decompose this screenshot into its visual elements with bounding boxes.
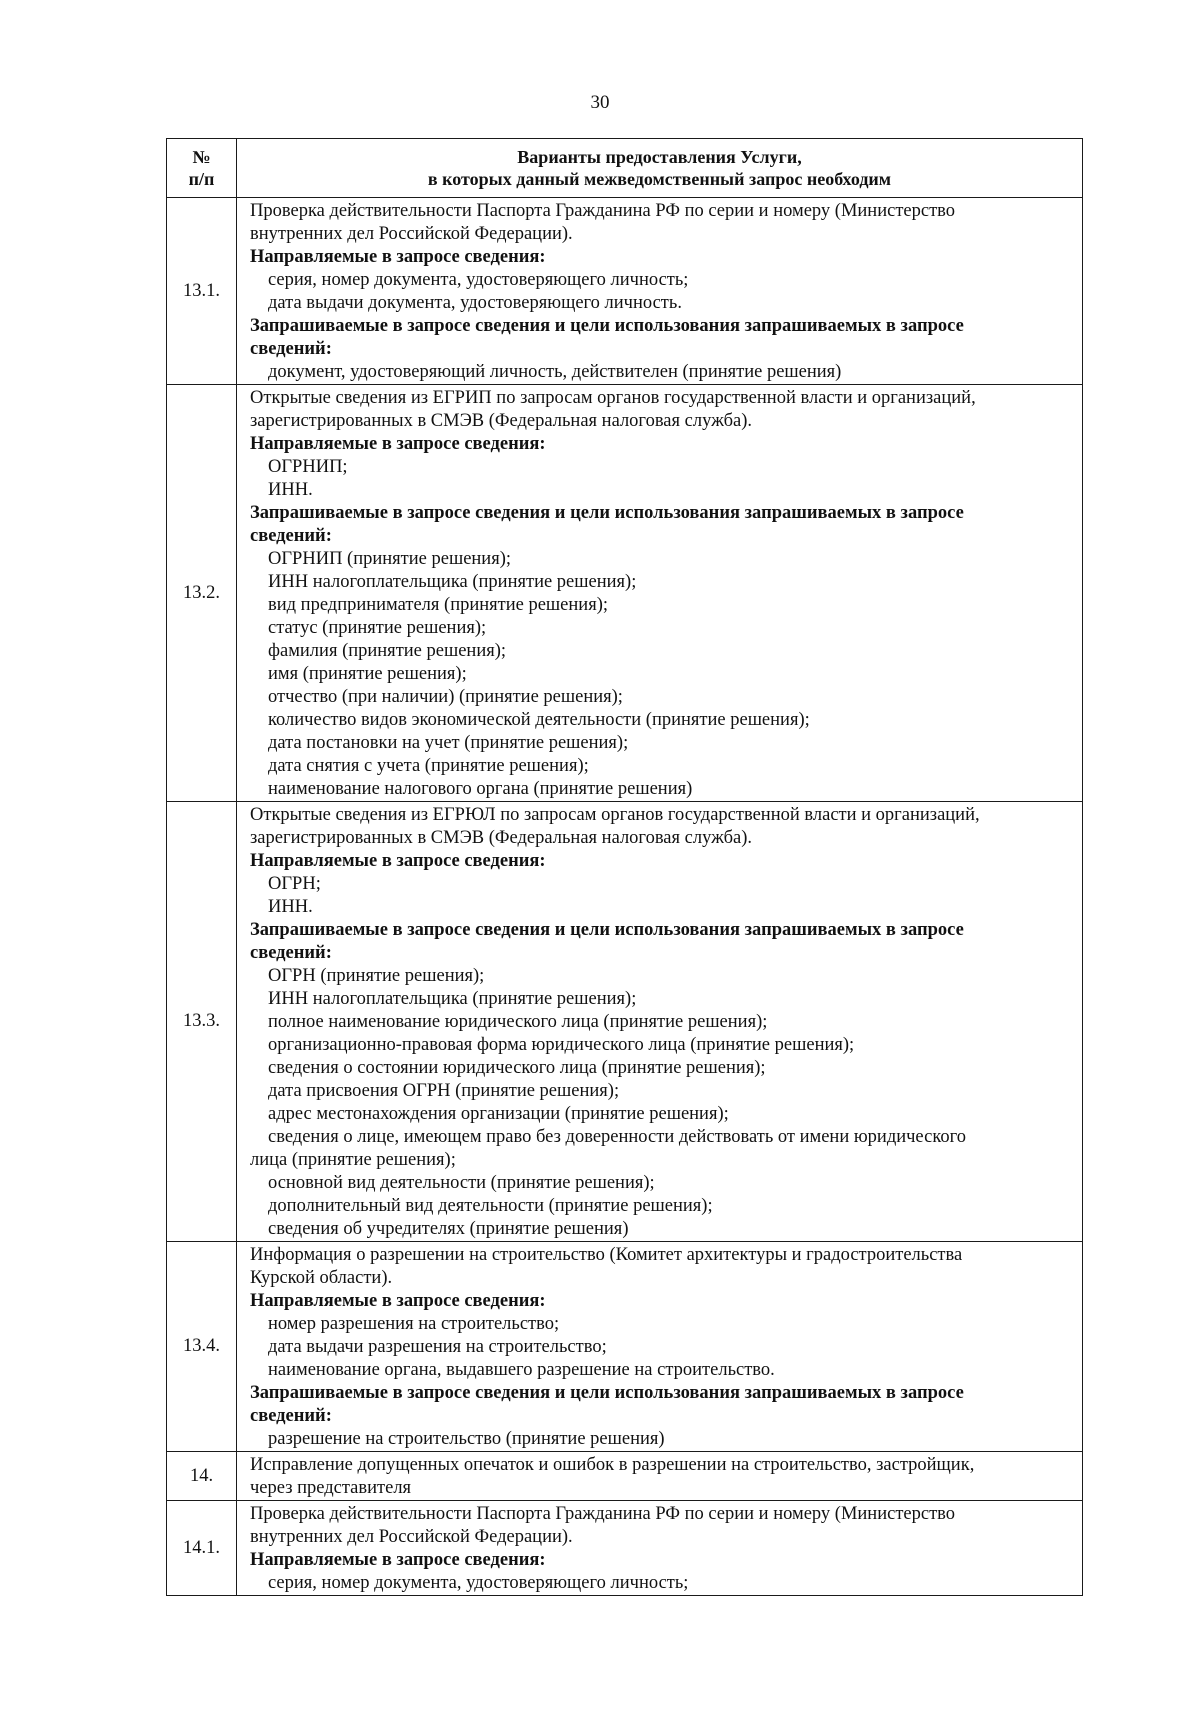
section-heading: сведений:: [250, 1406, 332, 1426]
content-line: дата выдачи документа, удостоверяющего личность.: [268, 293, 682, 313]
content-line: Исправление допущенных опечаток и ошибок в разрешении на строительство, застройщик,: [250, 1455, 975, 1475]
content-line: основной вид деятельности (принятие решения);: [268, 1173, 655, 1193]
content-line: дата постановки на учет (принятие решения);: [268, 733, 629, 753]
content-line: дата снятия с учета (принятие решения);: [268, 756, 589, 776]
section-heading: Направляемые в запросе сведения:: [250, 1291, 546, 1311]
content-line: ОГРНИП;: [268, 457, 348, 477]
content-line: дата присвоения ОГРН (принятие решения);: [268, 1081, 620, 1101]
content-line: фамилия (принятие решения);: [268, 641, 507, 661]
section-heading: Направляемые в запросе сведения:: [250, 1550, 546, 1570]
page-number: 30: [590, 92, 610, 113]
row-content-cell: [237, 198, 1083, 385]
row-number-cell: [167, 1242, 237, 1452]
section-heading: сведений:: [250, 339, 332, 359]
table-row: [167, 1242, 1083, 1452]
content-line: количество видов экономической деятельности (принятие решения);: [268, 710, 810, 730]
row-content-cell: [237, 1242, 1083, 1452]
header-number-label: №: [192, 147, 211, 167]
content-line: ИНН.: [268, 480, 313, 500]
row-number: 14.1.: [183, 1537, 220, 1558]
header-title-line-1: Варианты предоставления Услуги,: [517, 147, 802, 167]
row-number: 13.3.: [183, 1011, 220, 1031]
content-line: полное наименование юридического лица (принятие решения);: [268, 1012, 768, 1032]
content-line: отчество (при наличии) (принятие решения);: [268, 687, 623, 707]
table-body: [167, 198, 1083, 1596]
content-line: дата выдачи разрешения на строительство;: [268, 1337, 607, 1357]
content-line: сведения об учредителях (принятие решения): [268, 1219, 629, 1239]
content-line: Проверка действительности Паспорта Гражданина РФ по серии и номеру (Министерство: [250, 201, 956, 221]
content-line: разрешение на строительство (принятие решения): [268, 1429, 665, 1449]
content-line: ОГРН;: [268, 874, 321, 894]
content-line: наименование налогового органа (принятие решения): [268, 779, 693, 799]
row-number-cell: [167, 802, 237, 1242]
row-number-cell: [167, 1452, 237, 1501]
content-line: ОГРНИП (принятие решения);: [268, 549, 512, 569]
row-number-cell: [167, 198, 237, 385]
table-row: [167, 385, 1083, 802]
section-heading: Направляемые в запросе сведения:: [250, 851, 546, 871]
content-line: внутренних дел Российской Федерации).: [250, 1527, 573, 1547]
content-line: внутренних дел Российской Федерации).: [250, 224, 573, 244]
content-line: серия, номер документа, удостоверяющего личность;: [268, 1573, 689, 1593]
section-heading: Направляемые в запросе сведения:: [250, 434, 546, 454]
row-number: 13.2.: [183, 582, 220, 603]
content-line: Открытые сведения из ЕГРЮЛ по запросам органов государственной власти и организаций,: [250, 805, 980, 825]
content-line: зарегистрированных в СМЭВ (Федеральная налоговая служба).: [250, 411, 753, 431]
table-row: [167, 1501, 1083, 1596]
content-line: документ, удостоверяющий личность, действителен (принятие решения): [268, 362, 842, 382]
content-line: лица (принятие решения);: [250, 1150, 456, 1170]
content-line: адрес местонахождения организации (принятие решения);: [268, 1104, 729, 1124]
content-line: ИНН налогоплательщика (принятие решения);: [268, 572, 637, 592]
content-line: сведения о состоянии юридического лица (принятие решения);: [268, 1058, 766, 1078]
table-row: [167, 1452, 1083, 1501]
row-number: 14.: [189, 1465, 214, 1486]
content-line: Открытые сведения из ЕГРИП по запросам органов государственной власти и организаций,: [250, 388, 976, 408]
header-number-sublabel: п/п: [188, 169, 215, 189]
content-line: имя (принятие решения);: [268, 664, 467, 684]
content-line: ИНН.: [268, 897, 313, 917]
section-heading: Запрашиваемые в запросе сведения и цели использования запрашиваемых в запросе: [250, 920, 964, 940]
table-row: [167, 198, 1083, 385]
row-number: 13.1.: [183, 280, 220, 301]
content-line: статус (принятие решения);: [268, 618, 487, 638]
section-heading: Запрашиваемые в запросе сведения и цели использования запрашиваемых в запросе: [250, 1383, 964, 1403]
content-line: дополнительный вид деятельности (принятие решения);: [268, 1196, 713, 1216]
row-number: 13.4.: [183, 1336, 220, 1356]
section-heading: Запрашиваемые в запросе сведения и цели использования запрашиваемых в запросе: [250, 503, 964, 523]
header-number-cell: [167, 139, 237, 198]
content-line: организационно-правовая форма юридического лица (принятие решения);: [268, 1035, 855, 1055]
content-line: вид предпринимателя (принятие решения);: [268, 595, 609, 615]
row-content-cell: [237, 802, 1083, 1242]
content-line: через представителя: [250, 1478, 412, 1498]
content-line: зарегистрированных в СМЭВ (Федеральная налоговая служба).: [250, 828, 753, 848]
content-line: номер разрешения на строительство;: [268, 1314, 560, 1334]
section-heading: Направляемые в запросе сведения:: [250, 247, 546, 267]
content-line: ИНН налогоплательщика (принятие решения);: [268, 989, 637, 1009]
header-title-cell: [237, 139, 1083, 198]
row-content-cell: [237, 385, 1083, 802]
row-number-cell: [167, 385, 237, 802]
content-line: Проверка действительности Паспорта Гражданина РФ по серии и номеру (Министерство: [250, 1504, 956, 1524]
row-content-cell: [237, 1452, 1083, 1501]
content-line: серия, номер документа, удостоверяющего личность;: [268, 270, 689, 290]
content-line: сведения о лице, имеющем право без доверенности действовать от имени юридического: [268, 1127, 966, 1147]
row-content-cell: [237, 1501, 1083, 1596]
table-header-row: [167, 139, 1083, 198]
section-heading: сведений:: [250, 943, 332, 963]
content-line: Курской области).: [250, 1268, 393, 1288]
section-heading: сведений:: [250, 526, 332, 546]
header-title-line-2: в которых данный межведомственный запрос необходим: [427, 169, 892, 189]
services-table: [166, 138, 1083, 1596]
content-line: Информация о разрешении на строительство (Комитет архитектуры и градостроительства: [250, 1245, 963, 1265]
content-line: ОГРН (принятие решения);: [268, 966, 485, 986]
content-line: наименование органа, выдавшего разрешение на строительство.: [268, 1360, 775, 1380]
section-heading: Запрашиваемые в запросе сведения и цели использования запрашиваемых в запросе: [250, 316, 964, 336]
row-number-cell: [167, 1501, 237, 1596]
table-row: [167, 802, 1083, 1242]
